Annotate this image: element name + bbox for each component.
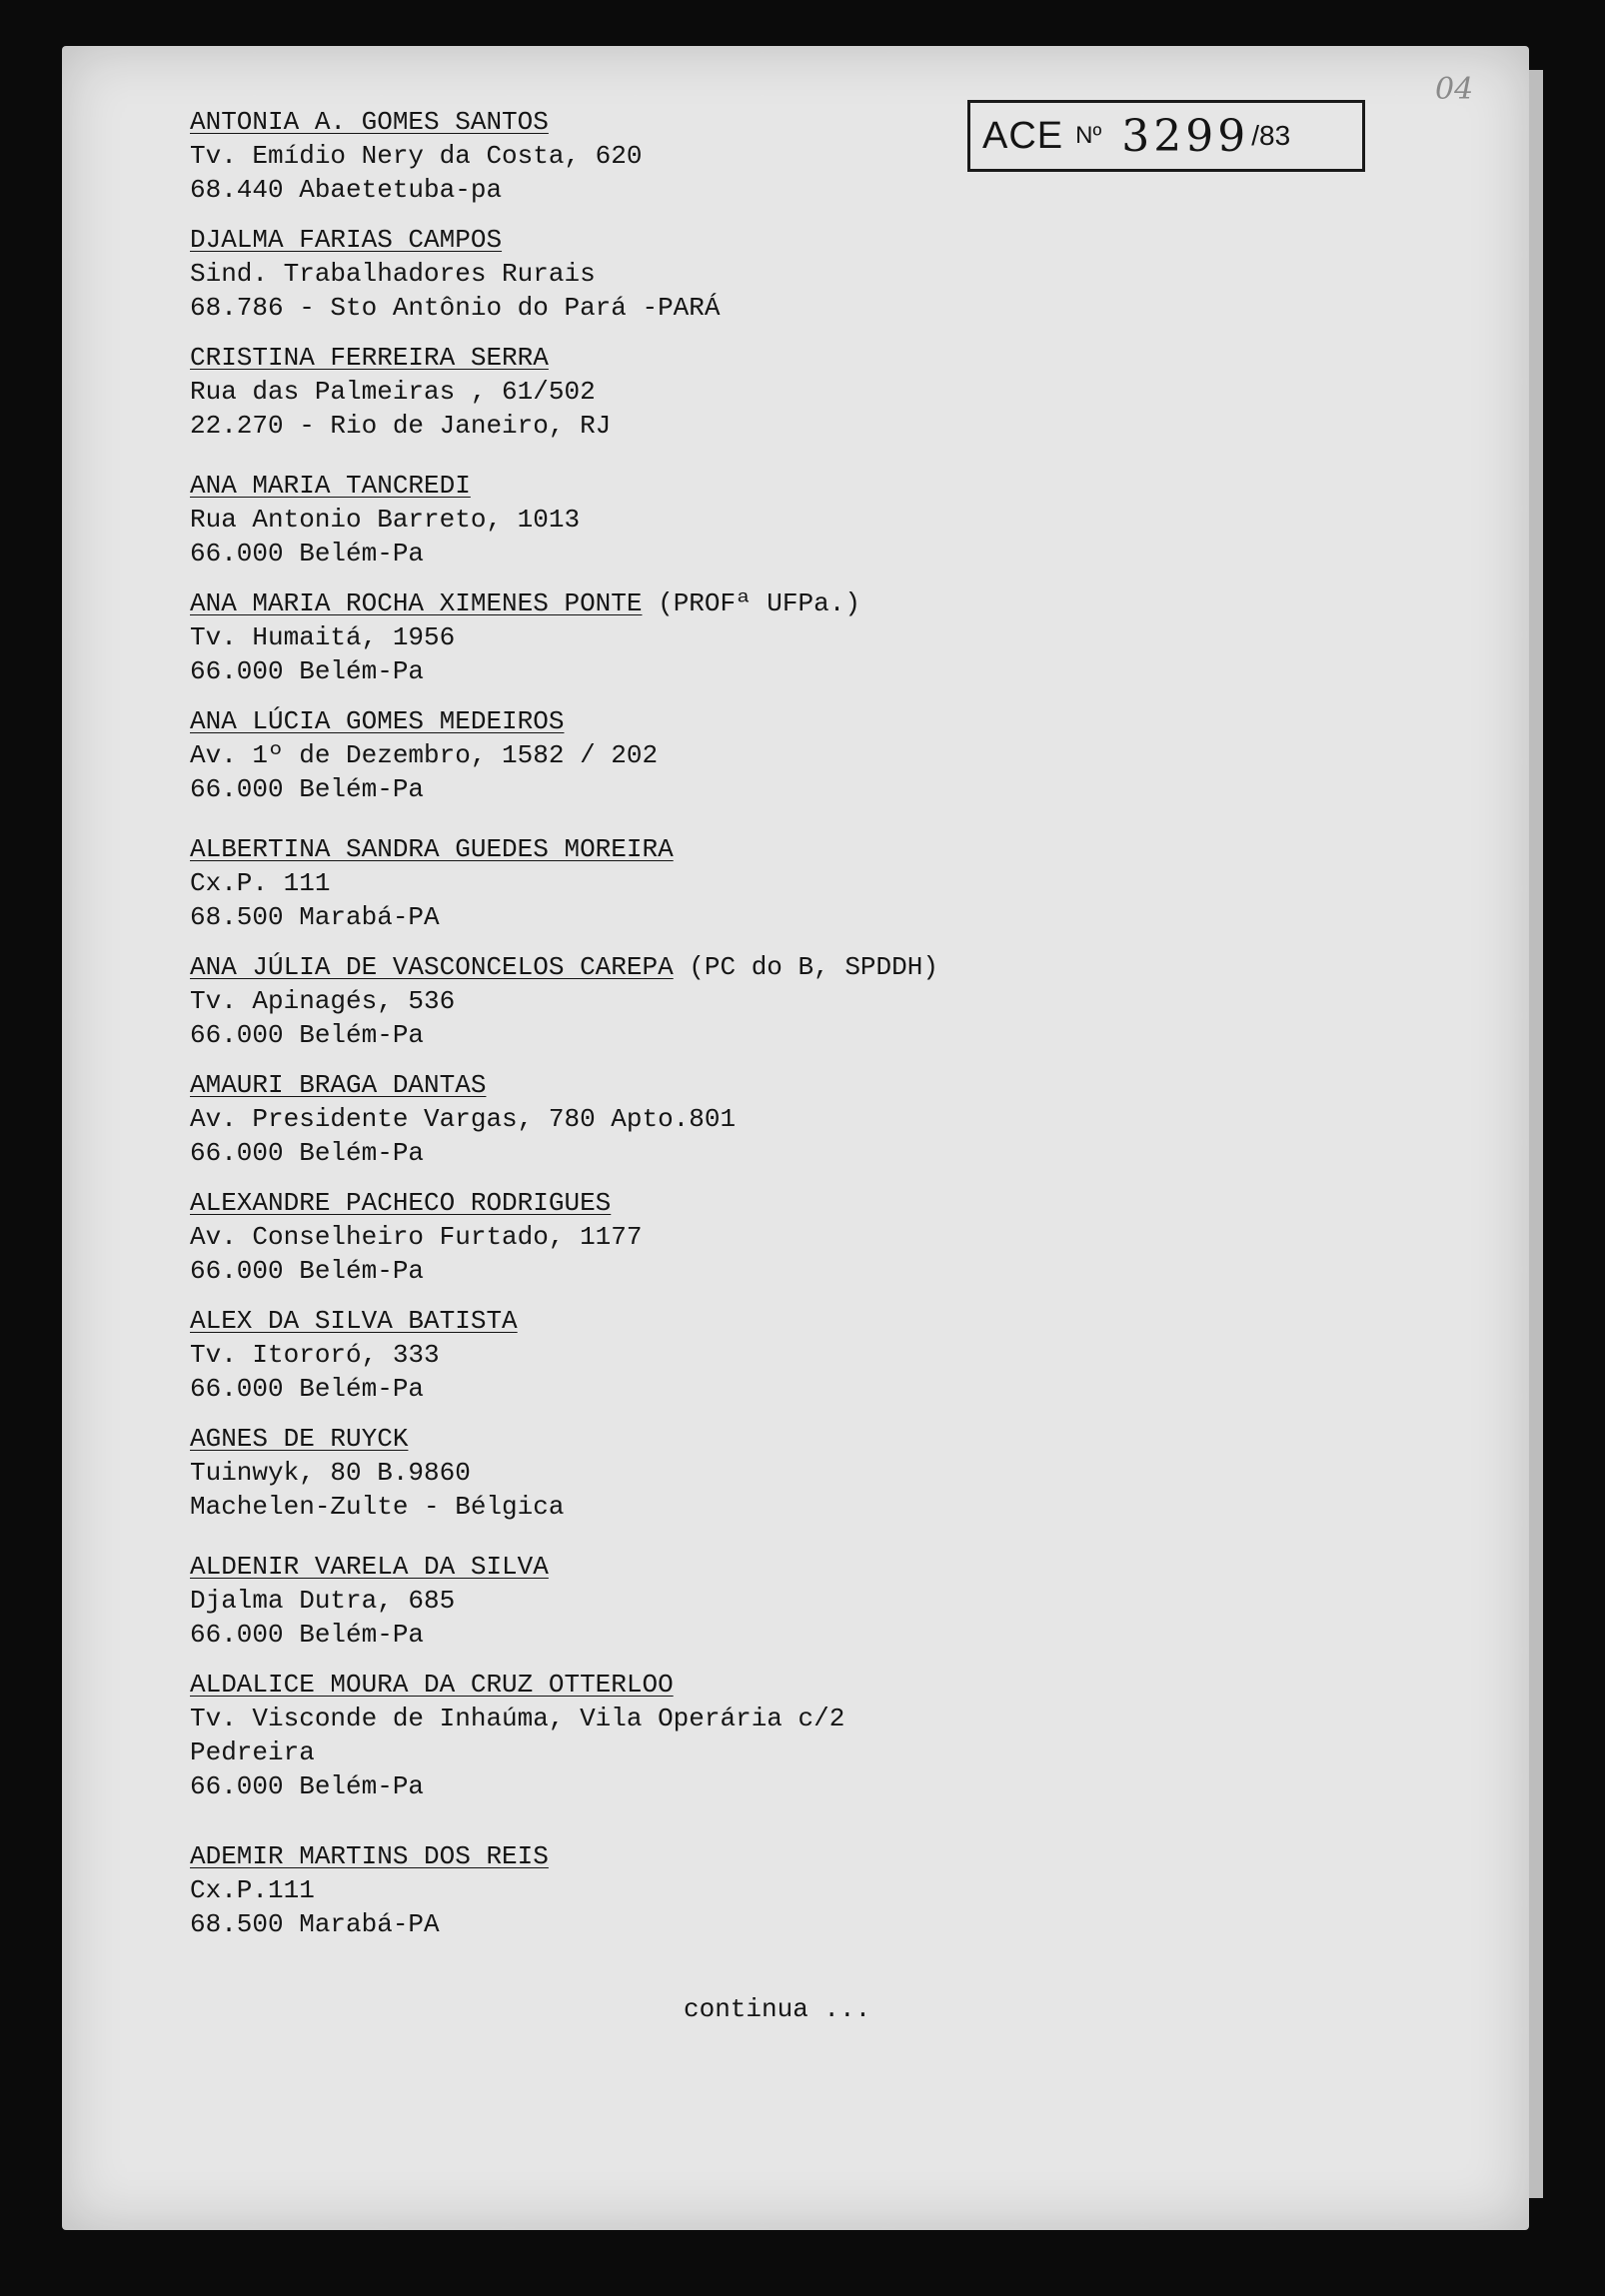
entry-note: (PC do B, SPDDH) [673, 952, 938, 982]
entry-address-line: Sind. Trabalhadores Rurais [190, 259, 596, 289]
address-entry [190, 1550, 549, 1652]
entry-address-line: 22.270 - Rio de Janeiro, RJ [190, 411, 612, 441]
address-entry [190, 586, 860, 688]
entry-address-line: 66.000 Belém-Pa [190, 1256, 425, 1286]
entry-name-line [190, 586, 860, 620]
entry-name-line [190, 1422, 564, 1456]
entry-name: ALBERTINA SANDRA GUEDES MOREIRA [190, 834, 674, 864]
entry-note: (PROFª UFPa.) [642, 588, 860, 618]
address-entry [190, 832, 674, 934]
entry-name-line [190, 1304, 518, 1338]
entry-name-line [190, 1668, 844, 1702]
address-entry [190, 1839, 549, 1941]
entry-address-line: 66.000 Belém-Pa [190, 774, 425, 804]
address-entry [190, 950, 938, 1052]
address-entry [190, 105, 642, 207]
entry-address-line: 66.000 Belém-Pa [190, 656, 425, 686]
entry-name-line [190, 105, 642, 139]
address-entry [190, 341, 611, 443]
entry-address-line: 66.000 Belém-Pa [190, 1771, 425, 1801]
entry-address-line: Tv. Visconde de Inhaúma, Vila Operária c/2 [190, 1704, 845, 1733]
entry-name-line [190, 341, 611, 375]
entry-address-line: Pedreira [190, 1737, 315, 1767]
entry-address-line: Av. Conselheiro Furtado, 1177 [190, 1222, 643, 1252]
entry-name: ADEMIR MARTINS DOS REIS [190, 1841, 549, 1871]
entry-address-line: Av. Presidente Vargas, 780 Apto.801 [190, 1104, 737, 1134]
entry-address-line: 66.000 Belém-Pa [190, 1020, 425, 1050]
entry-name: ANA JÚLIA DE VASCONCELOS CAREPA [190, 952, 674, 982]
entry-name-line [190, 832, 674, 866]
ace-number: 3299 [1121, 110, 1250, 162]
entry-address-line: Tuinwyk, 80 B.9860 [190, 1458, 471, 1488]
page-edge [1529, 70, 1543, 2198]
address-entry [190, 1304, 518, 1406]
entry-name-line [190, 704, 658, 738]
entry-name-line [190, 950, 938, 984]
entry-address-line: Cx.P.111 [190, 1875, 315, 1905]
entry-address-line: 66.000 Belém-Pa [190, 1138, 425, 1168]
entry-name-line [190, 1839, 549, 1873]
address-entry [190, 1186, 642, 1288]
entry-name: ANA MARIA ROCHA XIMENES PONTE [190, 588, 643, 618]
entry-address-line: Tv. Apinagés, 536 [190, 986, 456, 1016]
entry-name: ALEXANDRE PACHECO RODRIGUES [190, 1188, 612, 1218]
entry-address-line: Rua Antonio Barreto, 1013 [190, 505, 581, 535]
address-entry [190, 1668, 844, 1803]
entry-address-line: Tv. Itororó, 333 [190, 1340, 440, 1370]
entry-name: ALEX DA SILVA BATISTA [190, 1306, 518, 1336]
ace-label: ACE [982, 114, 1064, 157]
entry-name-line [190, 1068, 736, 1102]
address-entry [190, 1068, 736, 1170]
entry-name: DJALMA FARIAS CAMPOS [190, 225, 503, 255]
entry-address-line: 66.000 Belém-Pa [190, 1620, 425, 1650]
entry-address-line: 66.000 Belém-Pa [190, 1374, 425, 1404]
entry-address-line: Machelen-Zulte - Bélgica [190, 1492, 565, 1522]
entry-name: AMAURI BRAGA DANTAS [190, 1070, 487, 1100]
entry-address-line: Av. 1º de Dezembro, 1582 / 202 [190, 740, 659, 770]
entry-address-line: 66.000 Belém-Pa [190, 539, 425, 569]
ace-year: /83 [1251, 120, 1291, 151]
entry-address-line: Cx.P. 111 [190, 868, 331, 898]
entry-address-line: Djalma Dutra, 685 [190, 1586, 456, 1616]
address-entry [190, 469, 580, 571]
ace-stamp [967, 100, 1365, 172]
entry-address-line: 68.440 Abaetetuba-pa [190, 175, 503, 205]
address-entry [190, 704, 658, 806]
entry-name: ALDENIR VARELA DA SILVA [190, 1552, 549, 1582]
continuation-note: continua ... [684, 1994, 871, 2024]
entry-name-line [190, 1550, 549, 1584]
entry-name-line [190, 1186, 642, 1220]
entry-address-line: 68.500 Marabá-PA [190, 1909, 440, 1939]
address-entry [190, 223, 721, 325]
ace-no-label: Nº [1075, 122, 1102, 149]
entry-address-line: Rua das Palmeiras , 61/502 [190, 377, 596, 407]
page-number: 04 [1435, 72, 1474, 107]
entry-name: ALDALICE MOURA DA CRUZ OTTERLOO [190, 1670, 674, 1700]
entry-address-line: 68.786 - Sto Antônio do Pará -PARÁ [190, 293, 721, 323]
entry-address-line: Tv. Emídio Nery da Costa, 620 [190, 141, 643, 171]
entry-name: ANA MARIA TANCREDI [190, 471, 471, 501]
entry-name: ANA LÚCIA GOMES MEDEIROS [190, 706, 565, 736]
entry-name-line [190, 469, 580, 503]
entry-name: ANTONIA A. GOMES SANTOS [190, 107, 549, 137]
entry-name: AGNES DE RUYCK [190, 1424, 409, 1454]
entry-name-line [190, 223, 721, 257]
entry-name: CRISTINA FERREIRA SERRA [190, 343, 549, 373]
entry-address-line: 68.500 Marabá-PA [190, 902, 440, 932]
entry-address-line: Tv. Humaitá, 1956 [190, 622, 456, 652]
address-entry [190, 1422, 564, 1524]
